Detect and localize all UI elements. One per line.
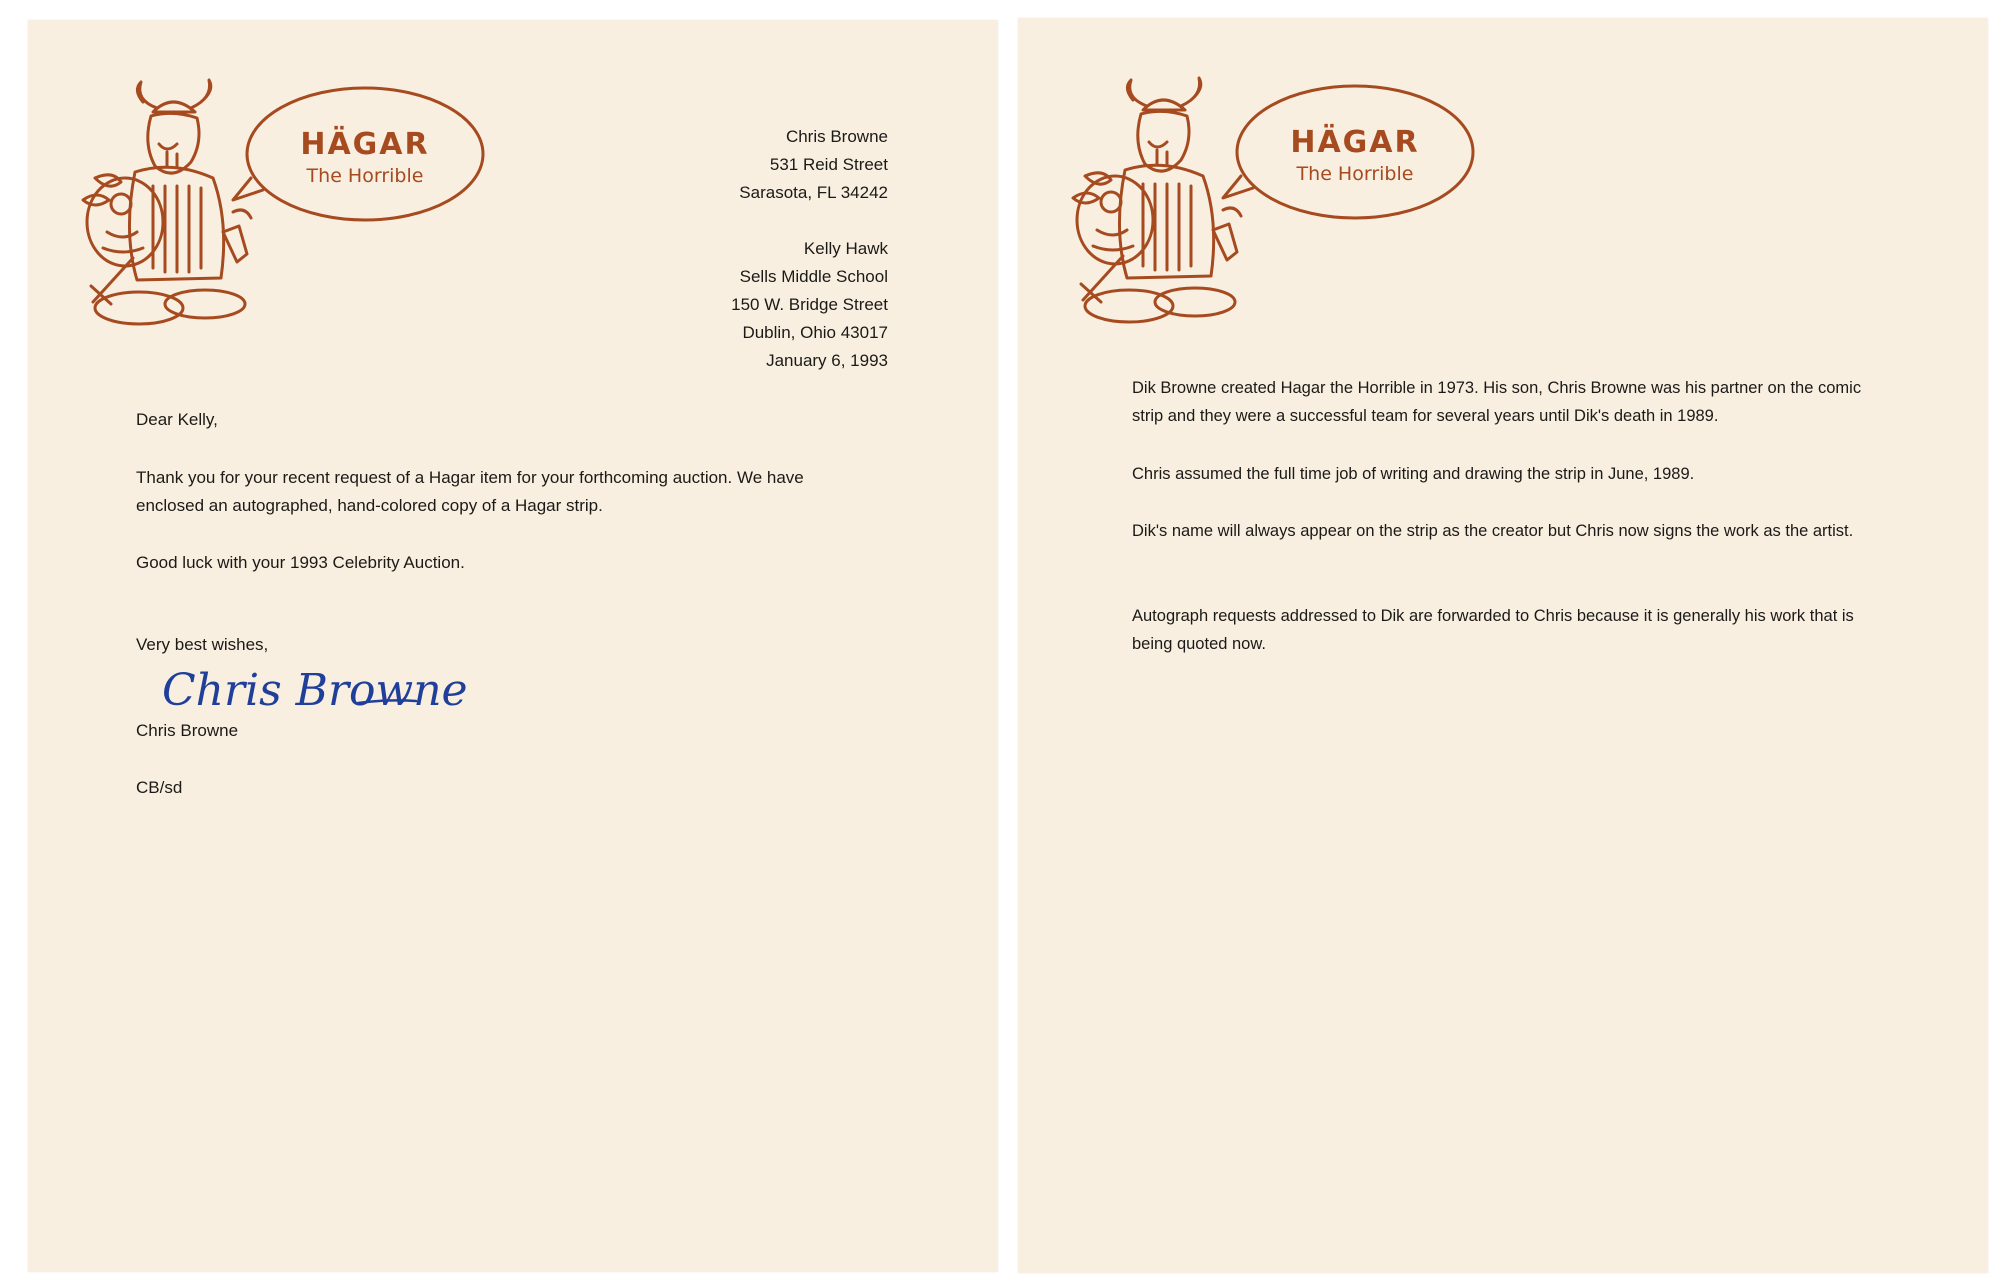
closing: Very best wishes, [136,635,269,654]
sender-name: Chris Browne [785,127,888,146]
body-paragraph-2: Good luck with your 1993 Celebrity Auction. [136,553,465,572]
recipient-address [731,235,888,375]
sender-street: 531 Reid Street [769,155,888,174]
recipient-name: Kelly Hawk [803,239,888,258]
handwritten-signature [158,653,468,725]
hagar-viking-logo [1063,80,1493,340]
letter-date: January 6, 1993 [766,351,888,370]
letterhead-tagline: The Horrible [1296,163,1414,185]
letter-page-1 [28,20,998,1272]
hagar-letterhead [73,82,503,342]
bio-paragraph-4: Autograph requests addressed to Dik are forwarded to Chris because it is generally his work that is being quoted now. [1132,607,1854,653]
letterhead-brand: HÄGAR [300,127,430,162]
recipient-school: Sells Middle School [739,267,888,286]
recipient-city: Dublin, Ohio 43017 [742,323,888,342]
salutation: Dear Kelly, [136,410,218,429]
hagar-viking-logo [73,82,503,342]
sender-city: Sarasota, FL 34242 [739,183,888,202]
bio-paragraph-3: Dik's name will always appear on the strip as the creator but Chris now signs the work as the artist. [1132,522,1854,540]
hagar-letterhead [1063,80,1493,340]
recipient-street: 150 W. Bridge Street [731,295,888,314]
letterhead-brand: HÄGAR [1290,125,1420,160]
letter-page-2 [1018,18,1988,1273]
svg-text:Chris Browne: Chris Browne [162,665,468,716]
letterhead-tagline: The Horrible [306,165,424,187]
signer-name: Chris Browne [136,721,239,740]
sender-address [739,123,888,207]
body-paragraph-1: Thank you for your recent request of a Hagar item for your forthcoming auction. We have enclosed an autographed, hand-colored copy of a Hagar strip. [136,468,804,515]
bio-paragraph-2: Chris assumed the full time job of writing and drawing the strip in June, 1989. [1132,465,1695,483]
typist-initials: CB/sd [136,778,183,797]
bio-paragraph-1: Dik Browne created Hagar the Horrible in 1973. His son, Chris Browne was his partner on the comic strip and they were a successful team for several years until Dik's death in 1989. [1132,379,1862,425]
